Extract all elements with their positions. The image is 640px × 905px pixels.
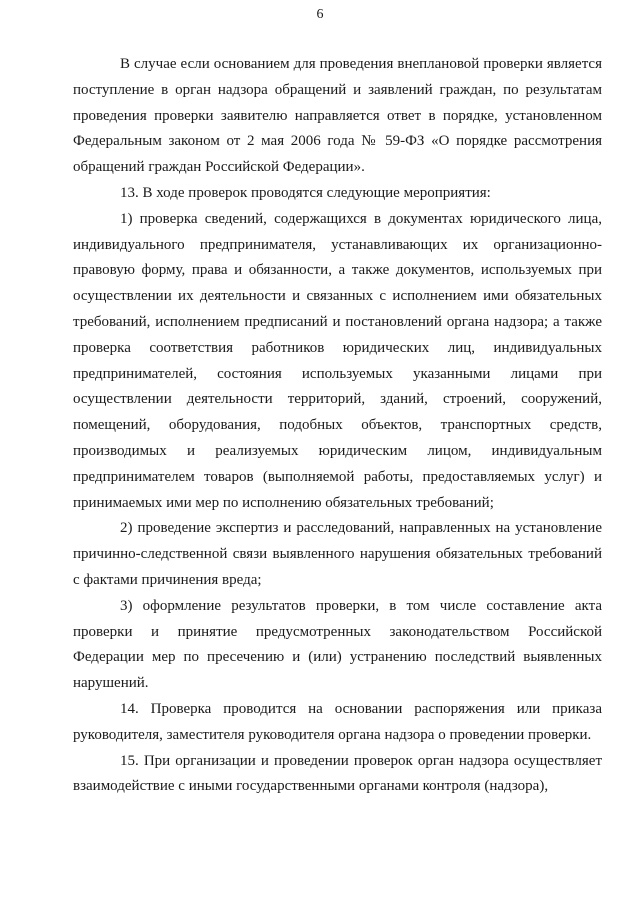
paragraph-13-item-2: 2) проведение экспертиз и расследований, направленных на установление причинно-следственной связи выявленного нарушения обязательных требований с фактами причинения вреда; (73, 520, 602, 588)
paragraph-15: 15. При организации и проведении проверок орган надзора осуществляет взаимодействие с иными государственными органами контроля (надзора), (73, 752, 602, 795)
paragraph-13-inspection-measures: 13. В ходе проверок проводятся следующие мероприятия: (120, 184, 491, 201)
page-number: 6 (316, 7, 324, 22)
document-body (73, 52, 602, 800)
paragraph-13-item-1: 1) проверка сведений, содержащихся в документах юридического лица, индивидуального предпринимателя, устанавливающих их организационно-правовую форму, права и обязанности, а также документов, используемых при осуществлении их деятельности и связанных с исполнением ими обязательных требований, исполнением предписаний и постановлений органа надзора; а также проверка соответствия работников юридических лиц, индивидуальных предпринимателей, состояния используемых указанными лицами при осуществлении деятельности территорий, зданий, строений, сооружений, помещений, оборудования, подобных объектов, транспортных средств, производимых и реализуемых юридическим лицом, индивидуальным предпринимателем товаров (выполняемой работы, предоставляемых услуг) и принимаемых ими мер по исполнению обязательных требований; (73, 210, 602, 511)
paragraph-appeals-response: В случае если основанием для проведения внеплановой проверки является поступление в орган надзора обращений и заявлений граждан, по результатам проведения проверки заявителю направляется ответ в порядке, установленном Федеральным законом от 2 мая 2006 года № 59-ФЗ «О порядке рассмотрения обращений граждан Российской Федерации». (73, 56, 602, 176)
paragraph-13-item-3: 3) оформление результатов проверки, в том числе составление акта проверки и принятие предусмотренных законодательством Российской Федерации мер по пресечению и (или) устранению последствий выявленных нарушений. (73, 597, 602, 692)
paragraph-14: 14. Проверка проводится на основании распоряжения или приказа руководителя, заместителя руководителя органа надзора о проведении проверки. (73, 700, 602, 743)
